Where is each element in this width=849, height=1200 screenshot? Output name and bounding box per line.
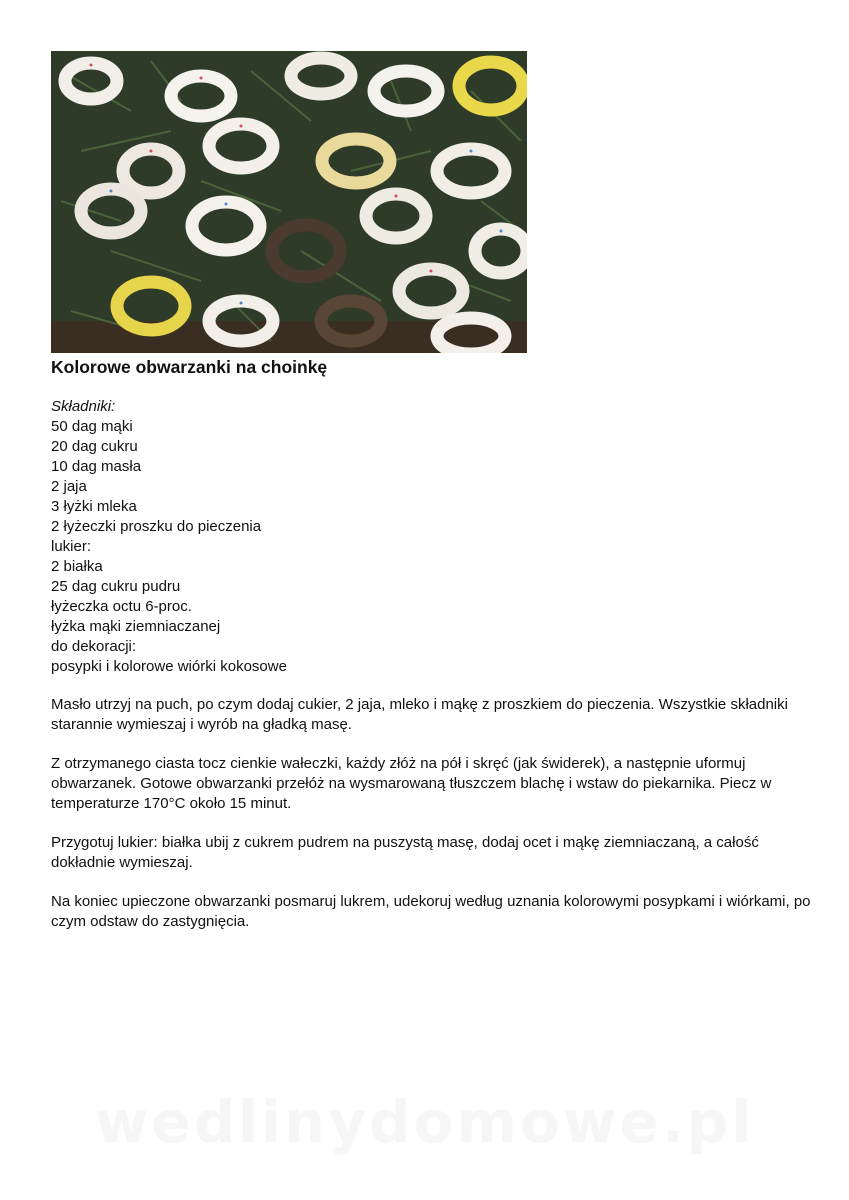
ingredient-item: 2 jaja xyxy=(51,478,87,495)
ingredient-item: łyżeczka octu 6-proc. xyxy=(51,598,192,615)
ingredient-subheading: lukier: xyxy=(51,538,92,555)
ingredient-list xyxy=(51,417,287,677)
ingredient-item: 50 dag mąki xyxy=(51,418,133,435)
ingredient-item: 10 dag masła xyxy=(51,458,142,475)
ingredient-item: 20 dag cukru xyxy=(51,438,138,455)
ingredients-section xyxy=(51,397,287,677)
instruction-paragraph: Na koniec upieczone obwarzanki posmaruj lukrem, udekoruj według uznania kolorowymi posypkami i wiórkami, po czym odstaw do zastygnięcia. xyxy=(51,893,811,930)
watermark: wedlinydomowe.pl xyxy=(94,1088,755,1156)
ingredient-item: 2 białka xyxy=(51,558,103,575)
instruction-paragraph: Przygotuj lukier: białka ubij z cukrem pudrem na puszystą masę, dodaj ocet i mąkę ziemniaczaną, a całość dokładnie wymieszaj. xyxy=(51,834,759,871)
ingredient-subheading: do dekoracji: xyxy=(51,638,137,655)
ingredient-item: 25 dag cukru pudru xyxy=(51,578,181,595)
ingredient-item: posypki i kolorowe wiórki kokosowe xyxy=(51,658,287,675)
instructions-section xyxy=(51,695,821,951)
recipe-title: Kolorowe obwarzanki na choinkę xyxy=(51,357,328,377)
instruction-paragraph: Masło utrzyj na puch, po czym dodaj cukier, 2 jaja, mleko i mąkę z proszkiem do pieczenia. Wszystkie składniki starannie wymieszaj i wyrób na gładką masę. xyxy=(51,696,788,733)
ingredients-label: Składniki: xyxy=(51,398,116,415)
instruction-paragraph: Z otrzymanego ciasta tocz cienkie wałeczki, każdy złóż na pół i skręć (jak świderek), a następnie uformuj obwarzanek. Gotowe obwarzanki przełóż na wysmarowaną tłuszczem blachę i wstaw do piekarnika. Piecz w temperaturze 170°C około 15 minut. xyxy=(51,755,772,812)
ingredient-item: łyżka mąki ziemniaczanej xyxy=(51,618,221,635)
recipe-photo xyxy=(51,51,527,353)
ingredient-item: 2 łyżeczki proszku do pieczenia xyxy=(51,518,262,535)
ingredient-item: 3 łyżki mleka xyxy=(51,498,137,515)
decorated-rings-image xyxy=(51,51,527,353)
